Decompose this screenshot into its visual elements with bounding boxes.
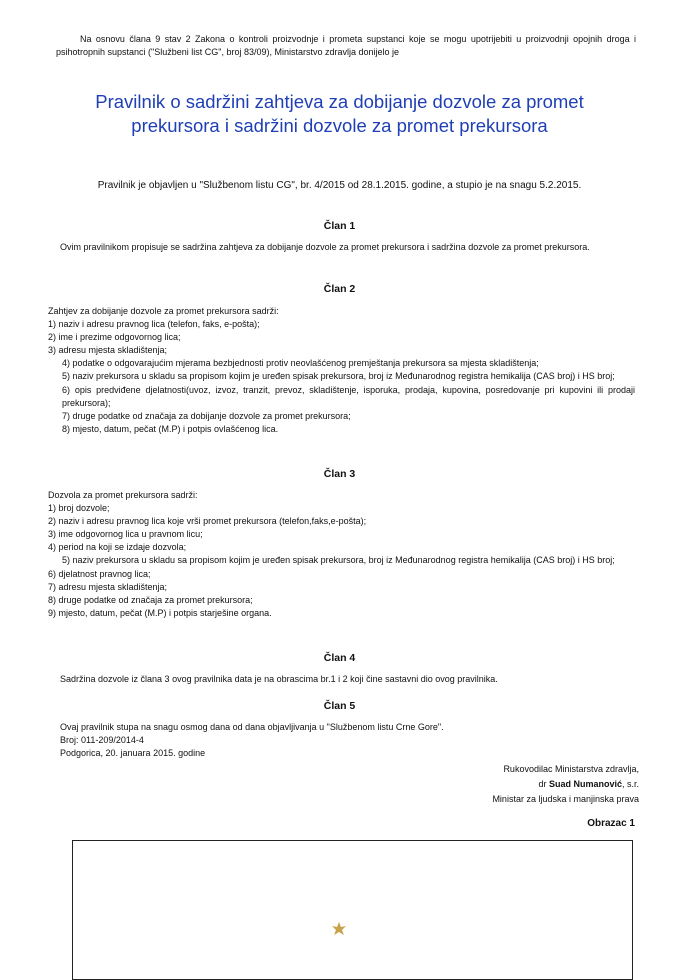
list-item: 4) period na koji se izdaje dozvola;	[48, 542, 187, 553]
clan-3-heading: Član 3	[323, 468, 356, 480]
signature-block	[399, 762, 639, 807]
list-item: 3) ime odgovornog lica u pravnom licu;	[48, 529, 203, 540]
clan-3-intro: Dozvola za promet prekursora sadrži:	[48, 490, 198, 500]
document-title	[0, 90, 679, 138]
publication-note: Pravilnik je objavljen u "Službenom listu CG", br. 4/2015 od 28.1.2015. godine, a stupio je na snagu 5.2.2015.	[97, 180, 582, 191]
list-item: 1) broj dozvole;	[48, 503, 110, 514]
place-date: Podgorica, 20. januara 2015. godine	[60, 748, 206, 758]
signature-line-3: Ministar za ljudska i manjinska prava	[492, 794, 639, 804]
clan-2-intro: Zahtjev za dobijanje dozvole za promet prekursora sadrži:	[48, 306, 279, 316]
clan-4-heading: Član 4	[323, 652, 356, 664]
signature-suffix: , s.r.	[621, 779, 639, 789]
list-item: 2) naziv i adresu pravnog lica koje vrši promet prekursora (telefon,faks,e-pošta);	[48, 516, 367, 527]
list-item: 1) naziv i adresu pravnog lica (telefon, faks, e-pošta);	[48, 319, 260, 330]
list-item: 5) naziv prekursora u skladu sa propisom kojim je uređen spisak prekursora, broj iz Međunarodnog registra hemikalija (CAS broj) i HS broj;	[62, 555, 615, 566]
list-item: 6) opis predviđene djelatnosti(uvoz, izvoz, tranzit, prevoz, skladištenje, isporuka, prodaja, kupovina, posredovanje pri kupovini ili prodaji prekursora);	[62, 384, 635, 408]
clan-4-text: Sadržina dozvole iz člana 3 ovog pravilnika data je na obrascima br.1 i 2 koji čine sastavni dio ovog pravilnika.	[60, 674, 498, 684]
signature-name-line	[399, 777, 639, 792]
clan-1-text: Ovim pravilnikom propisuje se sadržina zahtjeva za dobijanje dozvole za promet prekursora i sadržina dozvole za promet prekursora.	[60, 242, 590, 252]
list-item: 8) druge podatke od značaja za promet prekursora;	[48, 594, 253, 605]
list-item: 4) podatke o odgovarajućim mjerama bezbjednosti protiv neovlašćenog premještanja prekursora sa mjesta skladištenja;	[62, 358, 539, 369]
list-item: 9) mjesto, datum, pečat (M.P) i potpis starješine organa.	[48, 607, 272, 618]
preamble: Na osnovu člana 9 stav 2 Zakona o kontroli proizvodnje i prometa supstanci koje se mogu upotrijebiti u proizvodnji opojnih droga i psihotropnih supstanci ("Službeni list CG", broj 83/09), Ministarstvo zdravlja donijelo je	[56, 34, 636, 57]
document-number: Broj: 011-209/2014-4	[60, 735, 144, 745]
signature-prefix: dr	[538, 779, 547, 789]
form-label: Obrazac 1	[587, 818, 635, 829]
clan-5-block	[48, 721, 635, 760]
title-line-1: Pravilnik o sadržini zahtjeva za dobijanje dozvole za promet	[95, 91, 584, 112]
list-item: 7) druge podatke od značaja za dobijanje dozvole za promet prekursora;	[62, 410, 351, 421]
clan-5-heading: Član 5	[323, 700, 356, 712]
title-line-2: prekursora i sadržini dozvole za promet prekursora	[131, 115, 548, 136]
list-item: 2) ime i prezime odgovornog lica;	[48, 332, 181, 343]
signatory-name: Suad Numanović	[548, 779, 622, 789]
clan-5-text: Ovaj pravilnik stupa na snagu osmog dana od dana objavljivanja u "Službenom listu Crne Gore".	[60, 722, 444, 732]
list-item: 3) adresu mjesta skladištenja;	[48, 345, 168, 356]
coat-of-arms-icon	[328, 920, 350, 942]
list-item: 6) djelatnost pravnog lica;	[48, 568, 151, 579]
clan-1-heading: Član 1	[323, 220, 356, 232]
clan-2-heading: Član 2	[323, 283, 356, 295]
signature-line-1: Rukovodilac Ministarstva zdravlja,	[503, 764, 639, 774]
clan-3-list	[48, 489, 635, 620]
list-item: 8) mjesto, datum, pečat (M.P) i potpis ovlašćenog lica.	[62, 423, 279, 434]
clan-2-list	[48, 305, 635, 436]
form-frame	[72, 840, 633, 980]
list-item: 5) naziv prekursora u skladu sa propisom kojim je uređen spisak prekursora, broj iz Međunarodnog registra hemikalija (CAS broj) i HS broj;	[62, 371, 615, 382]
list-item: 7) adresu mjesta skladištenja;	[48, 581, 168, 592]
